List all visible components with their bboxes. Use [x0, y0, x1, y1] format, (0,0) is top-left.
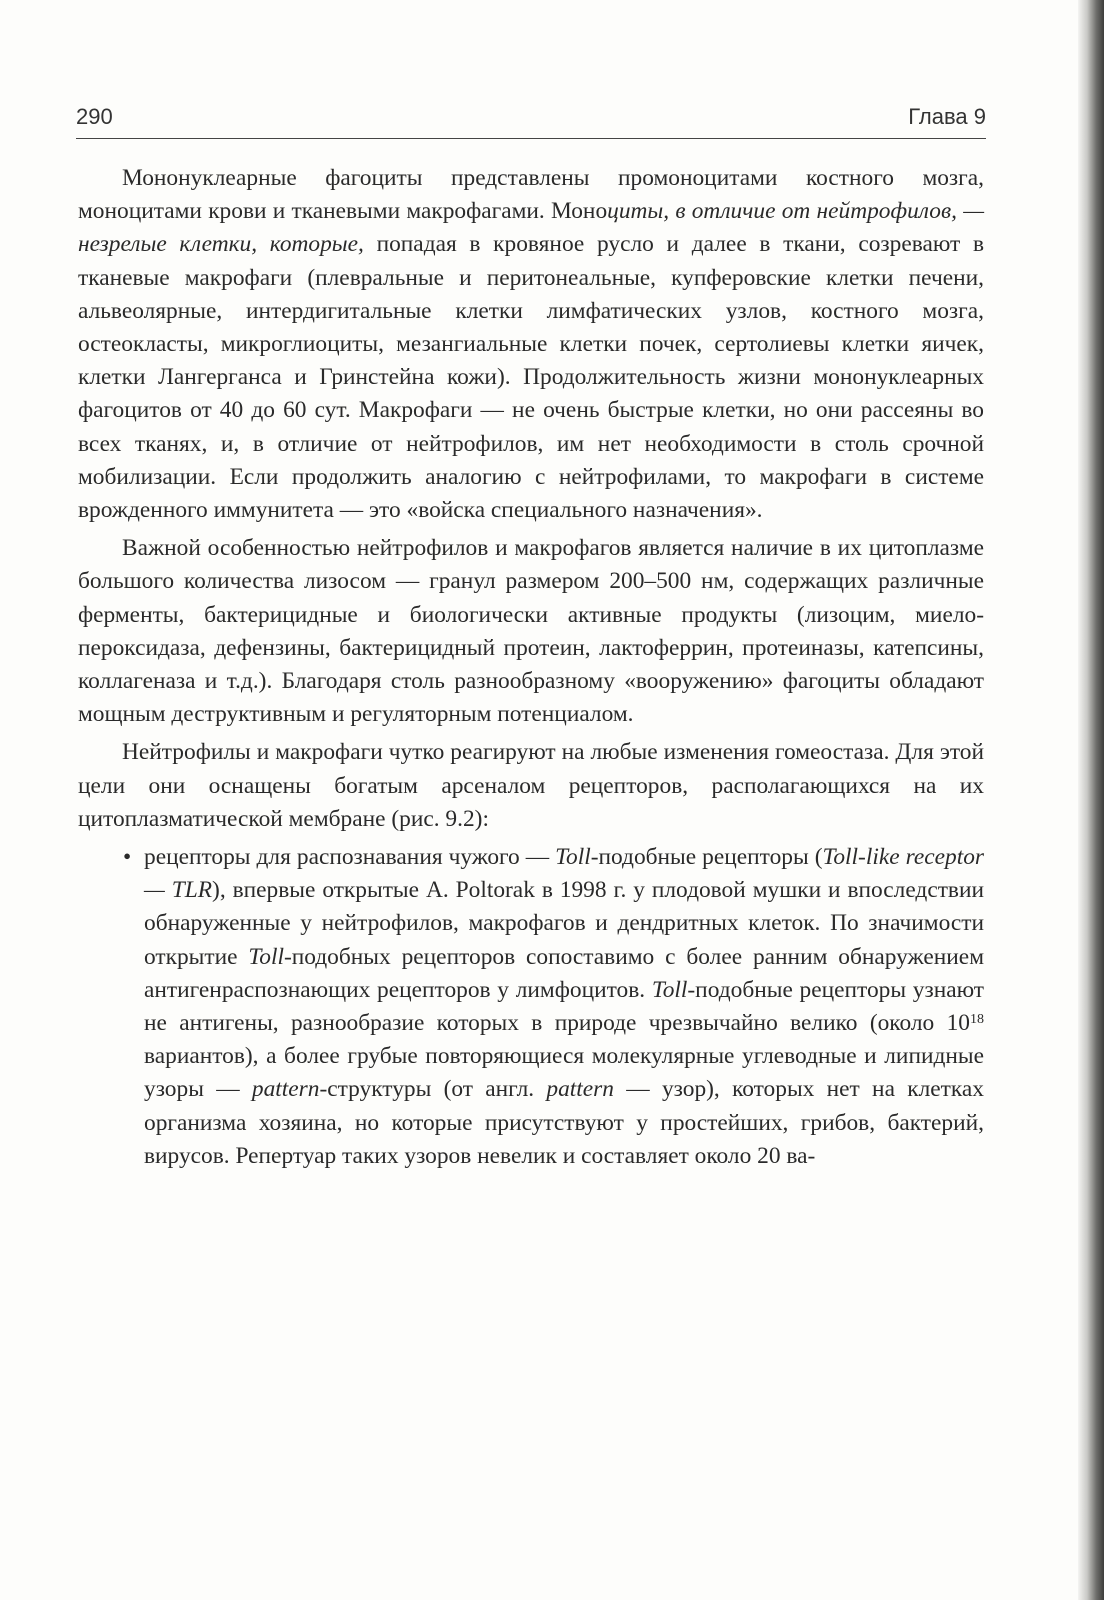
- list-item: [123, 841, 985, 1173]
- paragraph: [78, 162, 984, 527]
- superscript-run: 18: [969, 1011, 984, 1028]
- text-run: -подобных рецепторов сопоставимо с более ранним обнаружением антигенраспознающих рецепторов у лимфоцитов.: [144, 943, 984, 1003]
- text-run: рецепторы для распознавания чужого —: [144, 844, 556, 871]
- paragraph: [78, 736, 984, 836]
- italic-run: pattern: [546, 1076, 614, 1103]
- paragraph: [78, 532, 984, 731]
- running-header: [76, 104, 986, 139]
- text-run: Нейтрофилы и макрофаги чутко реагируют на любые изменения гомеостаза. Для этой цели они оснащены богатым арсеналом рецепторов, располагающихся на их цитоплазматической мембране (рис. 9.2):: [78, 739, 984, 832]
- italic-run: Toll-like receptor — TLR: [144, 844, 984, 904]
- text-run: -подобные рецепторы (: [590, 844, 823, 871]
- text-run: — узор), которых нет на клетках организма хозяина, но которые присутствуют у простейших, грибов, бактерий, вирусов. Репертуар таких узоров невелик и составляет около 20 ва-: [144, 1076, 984, 1169]
- chapter-title: Глава 9: [908, 104, 986, 129]
- text-run: -структуры (от англ.: [319, 1076, 547, 1103]
- body-text: [78, 162, 984, 1173]
- text-run: -подобные рецепторы узнают не антигены, разнообразие которых в природе чрезвычайно велико (около 10: [144, 976, 985, 1037]
- text-run: попадая в кровяное русло и далее в ткани, созревают в тканевые макрофаги (плевральные и перитонеальные, купферовские клетки печени, альвеолярные, интердигитальные клетки лимфатических узлов, костного мозга, остеокласты, микроглиоциты, мезангиальные клетки почек, сертолиевы клетки яичек, клетки Лангерганса и Гринстейна кожи). Продолжительность жизни мононуклеарных фагоцитов от 40 до 60 сут. Макрофаги — не очень быстрые клетки, но они рассеяны во всех тканях, и, в отличие от нейтрофилов, им нет необходимости в столь срочной мобилизации. Если продолжить аналогию с нейтрофилами, то макрофаги в системе врожденного иммунитета — это «войска специального назначения».: [78, 231, 984, 524]
- receptor-list: [78, 841, 984, 1173]
- italic-run: Toll: [555, 844, 591, 871]
- text-run: ), впервые открытые A. Poltorak в 1998 г. у плодовой мушки и впоследствии обнаруженные у нейтрофилов, макрофагов и дендритных клеток. По значимости открытие: [144, 877, 985, 970]
- italic-run: Toll: [651, 976, 688, 1003]
- book-spine-shadow: [1078, 0, 1104, 1600]
- italic-run: циты, в отличие от нейтрофилов, — незрелые клетки, которые,: [78, 198, 984, 258]
- bullet-marker: •: [123, 844, 132, 871]
- text-run: Мононуклеарные фагоциты представлены промоноцитами костного мозга, моноцитами крови и тканевыми макрофагами. Моно: [78, 165, 984, 225]
- list-item-text: [144, 844, 984, 1169]
- text-run: вариантов), а более грубые повторяющиеся молекулярные углеводные и липидные узоры —: [144, 1043, 984, 1103]
- italic-run: pattern: [251, 1076, 320, 1103]
- italic-run: Toll: [248, 943, 284, 970]
- text-run: Важной особенностью нейтрофилов и макрофагов является наличие в их цитоплазме большого количества лизосом — гранул размером 200–500 нм, содержащих различные ферменты, бактерицидные и биологически активные продукты (лизоцим, миелопероксидаза, дефензины, бактерицидный протеин, лактоферрин, протеиназы, катепсины, коллагеназа и т.д.). Благодаря столь разнообразному «вооружению» фагоциты обладают мощным деструктивным и регуляторным потенциалом.: [78, 535, 984, 728]
- page-number: 290: [76, 104, 113, 129]
